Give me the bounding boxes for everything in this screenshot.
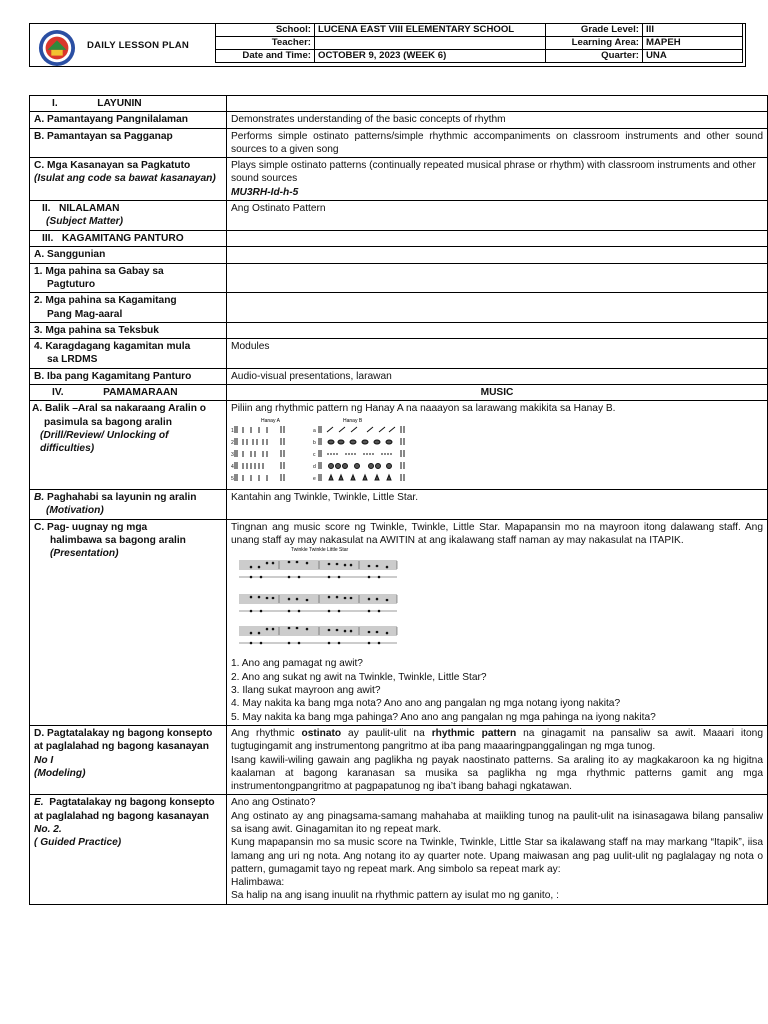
grade-value: III [643,24,743,37]
row-sanggunian [30,247,768,263]
value-pc-cell [227,519,768,725]
label-nilalaman: II. NILALAMAN [42,203,120,215]
value-kagamitan [227,231,768,247]
value-r3 [227,322,768,338]
question-5: 5. May nakita ka bang mga pahinga? Ano ano ang pangalan ng mga pahinga na iyong nakita? [231,711,656,723]
value-c: Plays simple ostinato patterns (continually repeated musical phrase or rhythm) with classroom instruments and other sound sources [231,160,756,185]
row-kagamitan [30,231,768,247]
label-pc-cell [30,519,227,725]
value-pe-1: Ano ang Ostinato? [231,797,316,809]
value-pe-5: Sa halip na ang isang inuulit na rhythmic pattern ay isulat mo ng ganito, : [231,890,559,902]
score-staves [239,561,397,643]
pattern-row [231,474,284,482]
label-pd-cell [30,725,227,794]
question-4: 4. May nakita ka bang mga nota? Ano ano ang pangalan ng mga notang iyong nakita? [231,698,621,710]
svg-text:5: 5 [231,475,234,482]
value-nilalaman: Ang Ostinato Pattern [227,201,768,231]
text-segment: Ang rhythmic [231,727,302,739]
label-r4: 4. Karagdagang kagamitan mula [34,341,191,353]
value-c-cell [227,158,768,201]
label-pa-cont: pasimula sa bagong aralin [44,416,172,428]
svg-text:b: b [313,439,316,446]
picture-row [313,474,404,482]
quarter-label: Quarter: [546,50,643,63]
picture-row [313,450,404,458]
label-kagamitan: III. KAGAMITANG PANTURO [30,231,227,247]
grade-label: Grade Level: [546,24,643,37]
label-pd-sub: (Modeling) [34,767,86,779]
row-pagtatalakay-2 [30,795,768,904]
question-3: 3. Ilang sukat mayroon ang awit? [231,685,381,697]
label-pc-sub: (Presentation) [50,548,119,560]
label-pe-letter: E. [34,797,44,809]
label-r2-cell [30,293,227,323]
value-pa-cell [227,401,768,490]
label-pc: C. Pag- uugnay ng mga [34,521,148,533]
picture-row [313,426,404,434]
question-1: 1. Ano ang pamagat ng awit? [231,658,363,670]
value-music: MUSIC [227,385,768,401]
term-rhythmic-pattern: rhythmic pattern [431,727,517,739]
label-nilalaman-sub: (Subject Matter) [46,216,123,228]
row-kasanayan [30,158,768,201]
layunin-heading: I. LAYUNIN [30,96,227,112]
value-pe-3: Kung mapapansin mo sa music score na Twinkle, Twinkle, Little Star sa ikalawang staff na may markang “Itapik”, iisa lamang ang uri ng nota. Ang notang ito ay quarter note. Upang maiwasan ang pag uulit-ulit ng paglalagay ng nota o pattern, gumagamit tayo ng repeat mark. Ang simbolo sa repeat mark ay: [231,837,763,875]
pattern-row [231,426,284,434]
label-pb-letter: B. [34,491,45,503]
label-pe-sub: ( Guided Practice) [34,837,122,849]
document-title: DAILY LESSON PLAN [86,40,190,51]
lesson-plan-table [29,95,768,905]
value-b: Performs simple ostinato patterns/simple rhythmic accompaniments on classroom instruments and other sound sources to a given song [227,128,768,158]
label-r1: 1. Mga pahina sa Gabay sa [34,265,164,277]
row-pamantayang-pangnilalaman [30,112,768,128]
label-sanggunian: A. Sanggunian [30,247,227,263]
school-label: School: [216,24,315,37]
area-value: MAPEH [643,37,743,50]
label-pa: A. Balik –Aral sa nakaraang Aralin o [32,403,207,415]
pattern-row [231,450,284,458]
rhythm-pattern-figure [231,416,411,484]
pattern-row [231,438,284,446]
quarter-value: UNA [643,50,743,63]
row-pagtatalakay-1 [30,725,768,794]
date-label: Date and Time: [216,50,315,63]
label-r2: 2. Mga pahina sa Kagamitang [34,295,177,307]
hanay-b-label: Hanay B [343,417,363,424]
label-r3: 3. Mga pahina sa Teksbuk [30,322,227,338]
label-c: C. Mga Kasanayan sa Pagkatuto [34,160,191,172]
picture-row [313,462,404,470]
hanay-a-patterns [231,426,284,482]
value-pa: Piliin ang rhythmic pattern ng Hanay A na naaayon sa larawang makikita sa Hanay B. [231,403,616,415]
value-r1 [227,263,768,293]
row-gabay [30,263,768,293]
label-pd-no: No I [34,754,54,766]
row-kagamitang-mag-aaral [30,293,768,323]
svg-text:d: d [313,463,316,470]
label-pa-cell [30,401,227,490]
value-sanggunian [227,247,768,263]
label-r1-cont: Pagtuturo [47,278,96,290]
row-lrdms [30,339,768,369]
label-pb-sub: (Motivation) [46,505,104,517]
teacher-value [315,37,546,50]
label-b: B. Pamantayan sa Pagganap [30,128,227,158]
label-pe-no: No. 2. [34,823,62,835]
label-r4-cell [30,339,227,369]
row-pag-uugnay [30,519,768,725]
label-pb: Paghahabi sa layunin ng aralin [47,491,197,503]
svg-text:1: 1 [231,427,234,434]
label-rb: B. Iba pang Kagamitang Panturo [30,368,227,384]
label-a: A. Pamantayang Pangnilalaman [30,112,227,128]
value-pd-paragraph-2: Isang kawili-wiling gawain ang paglikha ng payak naostinato patterns. Sa araling ito ay magkakaroon ka ng higitna kaalaman at bagong karanasan sa musika sa paglikha ng mga rhythmic patterns gamit ang mga instrumentongpangritmo at pagpapatunog ng iba’t ibang bahagi ngkatawan. [231,754,763,793]
row-nilalaman [30,201,768,231]
twinkle-score-figure [231,547,406,653]
text-segment: ay paulit-ulit na [341,727,432,739]
label-pe-cell [30,795,227,904]
label-r2-cont: Pang Mag-aaral [47,308,123,320]
score-title: Twinkle Twinkle Little Star [291,547,349,554]
label-pb-cell [30,489,227,519]
row-iba-pang-kagamitan [30,368,768,384]
row-paghahabi [30,489,768,519]
hanay-b-pictures [313,426,404,482]
hanay-a-label: Hanay A [261,417,280,424]
label-n-cell [30,201,227,231]
row-pamantayan-sa-pagganap [30,128,768,158]
svg-text:3: 3 [231,451,234,458]
picture-row [313,438,404,446]
svg-text:2: 2 [231,439,234,446]
value-pe-2: Ang ostinato ay ang pinagsama-samang mahahaba at maiikling tunog na paulit-ulit na isinasagawa bilang pansaliw sa isang awit. Ginagamitan ito ng repeat mark. [231,810,763,835]
layunin-value [227,96,768,112]
value-pe-4: Halimbawa: [231,877,285,889]
value-pe-cell [227,795,768,904]
value-pd-paragraph-1 [231,727,763,754]
label-pamamaraan: IV. PAMAMARAAN [30,385,227,401]
row-teksbuk [30,322,768,338]
area-label: Learning Area: [546,37,643,50]
svg-text:c: c [313,451,316,458]
pattern-row [231,462,284,470]
value-rb: Audio-visual presentations, larawan [227,368,768,384]
value-pc: Tingnan ang music score ng Twinkle, Twinkle, Little Star. Mapapansin mo na mayroon itong dalawang staff. Ang unang staff ay may nakasulat na AWITIN at ang ikalawang staff naman ay may nakasulat na ITAPIK. [231,521,763,546]
value-pd-cell [227,725,768,794]
row-layunin [30,96,768,112]
label-r1-cell [30,263,227,293]
question-2: 2. Ano ang sukat ng awit na Twinkle, Twinkle, Little Star? [231,671,487,683]
term-ostinato: ostinato [301,727,342,739]
text-segment: na ginagamit na pansaliw sa awit. Maaari itong tugtugingamit ang instrumentong pangritmo at iba pang maaaringpanggalingan ng mga tunog. [231,727,764,753]
row-pamamaraan [30,385,768,401]
label-pc-cont: halimbawa sa bagong aralin [50,534,186,546]
value-r2 [227,293,768,323]
label-pa-sub: (Drill/Review/ Unlocking of difficulties) [40,429,169,455]
label-c-cell [30,158,227,201]
value-pb: Kantahin ang Twinkle, Twinkle, Little Star. [227,489,768,519]
competency-code: MU3RH-Id-h-5 [231,186,299,198]
row-balik-aral [30,401,768,490]
header-info-table [215,23,743,63]
label-r4-cont: sa LRDMS [47,354,98,366]
value-a: Demonstrates understanding of the basic concepts of rhythm [227,112,768,128]
svg-text:4: 4 [231,463,234,470]
label-pe: Pagtatalakay ng bagong konsepto at paglalahad ng bagong kasanayan [34,797,218,822]
label-c-sub: (Isulat ang code sa bawat kasanayan) [34,173,216,185]
svg-text:e: e [313,475,316,482]
teacher-label: Teacher: [216,37,315,50]
value-r4: Modules [227,339,768,369]
date-value: OCTOBER 9, 2023 (WEEK 6) [315,50,546,63]
label-pd: D. Pagtatalakay ng bagong konsepto at paglalahad ng bagong kasanayan [34,727,213,753]
school-value: LUCENA EAST VIII ELEMENTARY SCHOOL [315,24,546,37]
svg-text:a: a [313,427,316,434]
